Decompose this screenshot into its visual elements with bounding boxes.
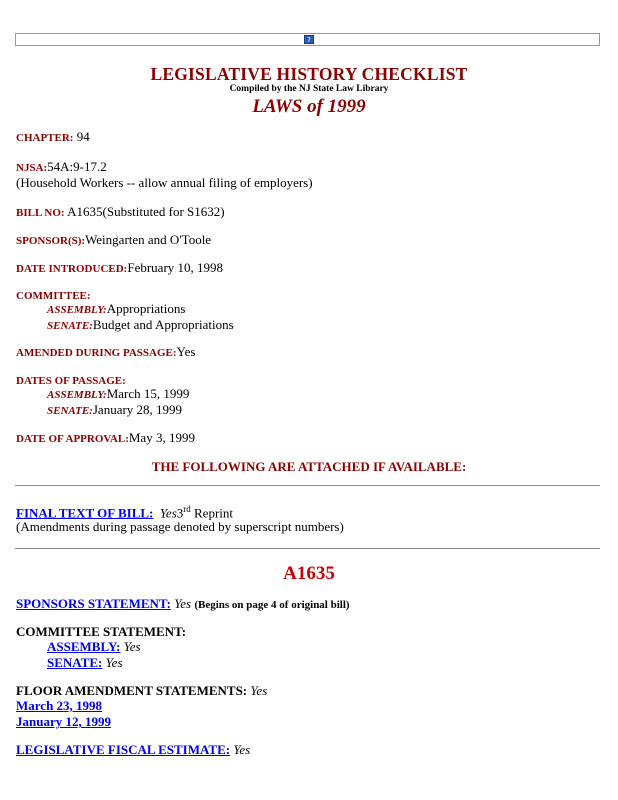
bill-row — [16, 203, 225, 222]
sponsor-label: SPONSOR(S): — [16, 235, 86, 247]
final-text-link[interactable]: FINAL TEXT OF BILL: — [16, 505, 154, 521]
question-mark-icon[interactable]: ? — [304, 35, 314, 44]
fiscal-estimate-link[interactable]: LEGISLATIVE FISCAL ESTIMATE: — [16, 742, 231, 757]
reprint-number: 3 — [176, 505, 184, 521]
final-text-note: (Amendments during passage denoted by superscript numbers) — [16, 519, 344, 534]
committee-statement-assembly-row — [47, 638, 141, 655]
introduced-label: DATE INTRODUCED: — [16, 263, 128, 275]
njsa-label: NJSA: — [16, 162, 48, 174]
divider — [15, 548, 600, 549]
floor-amendment-date-link[interactable]: March 23, 1998 — [16, 698, 103, 713]
passage-assembly-value: March 15, 1999 — [106, 386, 190, 401]
committee-statement-assembly-yes: Yes — [123, 639, 141, 654]
attached-heading: THE FOLLOWING ARE ATTACHED IF AVAILABLE: — [151, 459, 467, 474]
reprint-superscript: rd — [183, 504, 191, 514]
sponsor-row — [16, 231, 211, 250]
sponsors-statement-row — [16, 595, 350, 614]
sponsor-value: Weingarten and O'Toole — [85, 232, 212, 247]
approval-value: May 3, 1999 — [128, 430, 195, 445]
final-text-yes: Yes — [159, 505, 177, 521]
committee-statement-senate-row — [47, 654, 123, 671]
sponsors-statement-yes: Yes — [174, 596, 192, 611]
sponsors-statement-link[interactable]: SPONSORS STATEMENT: — [16, 596, 171, 611]
top-toolbar — [15, 33, 600, 46]
introduced-row — [16, 259, 223, 278]
amended-label: AMENDED DURING PASSAGE: — [16, 347, 177, 359]
njsa-description: (Household Workers -- allow annual filing of employers) — [16, 175, 313, 190]
passage-senate-value: January 28, 1999 — [92, 402, 183, 417]
bill-value: A1635(Substituted for S1632) — [64, 204, 225, 219]
page-title: LEGISLATIVE HISTORY CHECKLIST — [150, 64, 468, 84]
passage-senate-label: SENATE: — [47, 405, 93, 417]
reprint-word: Reprint — [190, 505, 234, 521]
compiled-by: Compiled by the NJ State Law Library — [229, 84, 389, 94]
committee-senate-row — [47, 316, 234, 335]
committee-statement-senate-yes: Yes — [105, 655, 123, 670]
divider — [15, 485, 600, 486]
chapter-label: CHAPTER: — [16, 132, 74, 144]
committee-assembly-label: ASSEMBLY: — [47, 304, 107, 316]
approval-label: DATE OF APPROVAL: — [16, 433, 129, 445]
floor-amendment-date-link[interactable]: January 12, 1999 — [16, 714, 111, 729]
floor-amendment-label: FLOOR AMENDMENT STATEMENTS: — [16, 683, 248, 698]
njsa-value: 54A:9-17.2 — [47, 159, 107, 174]
committee-senate-label: SENATE: — [47, 320, 93, 332]
passage-senate-row — [47, 401, 182, 420]
committee-statement-senate-link[interactable]: SENATE: — [47, 655, 103, 670]
committee-senate-value: Budget and Appropriations — [92, 317, 234, 332]
amended-row — [16, 343, 195, 362]
floor-amendment-date-row — [16, 697, 102, 714]
committee-statement-assembly-link[interactable]: ASSEMBLY: — [47, 639, 121, 654]
fiscal-estimate-row — [16, 741, 250, 758]
committee-assembly-value: Appropriations — [106, 301, 186, 316]
floor-amendment-date-row — [16, 713, 111, 730]
passage-label: DATES OF PASSAGE: — [16, 375, 126, 387]
laws-year: LAWS of 1999 — [252, 96, 366, 117]
floor-amendment-yes: Yes — [250, 683, 268, 698]
passage-assembly-label: ASSEMBLY: — [47, 389, 107, 401]
introduced-value: February 10, 1998 — [127, 260, 224, 275]
approval-row — [16, 429, 195, 448]
committee-statement-label: COMMITTEE STATEMENT: — [16, 624, 187, 639]
sponsors-statement-note: (Begins on page 4 of original bill) — [194, 599, 350, 611]
chapter-row — [16, 128, 90, 147]
bill-label: BILL NO: — [16, 207, 65, 219]
fiscal-estimate-yes: Yes — [233, 742, 251, 757]
committee-label: COMMITTEE: — [16, 290, 91, 302]
amended-value: Yes — [176, 344, 196, 359]
bill-heading: A1635 — [283, 563, 335, 584]
chapter-value: 94 — [73, 129, 90, 144]
